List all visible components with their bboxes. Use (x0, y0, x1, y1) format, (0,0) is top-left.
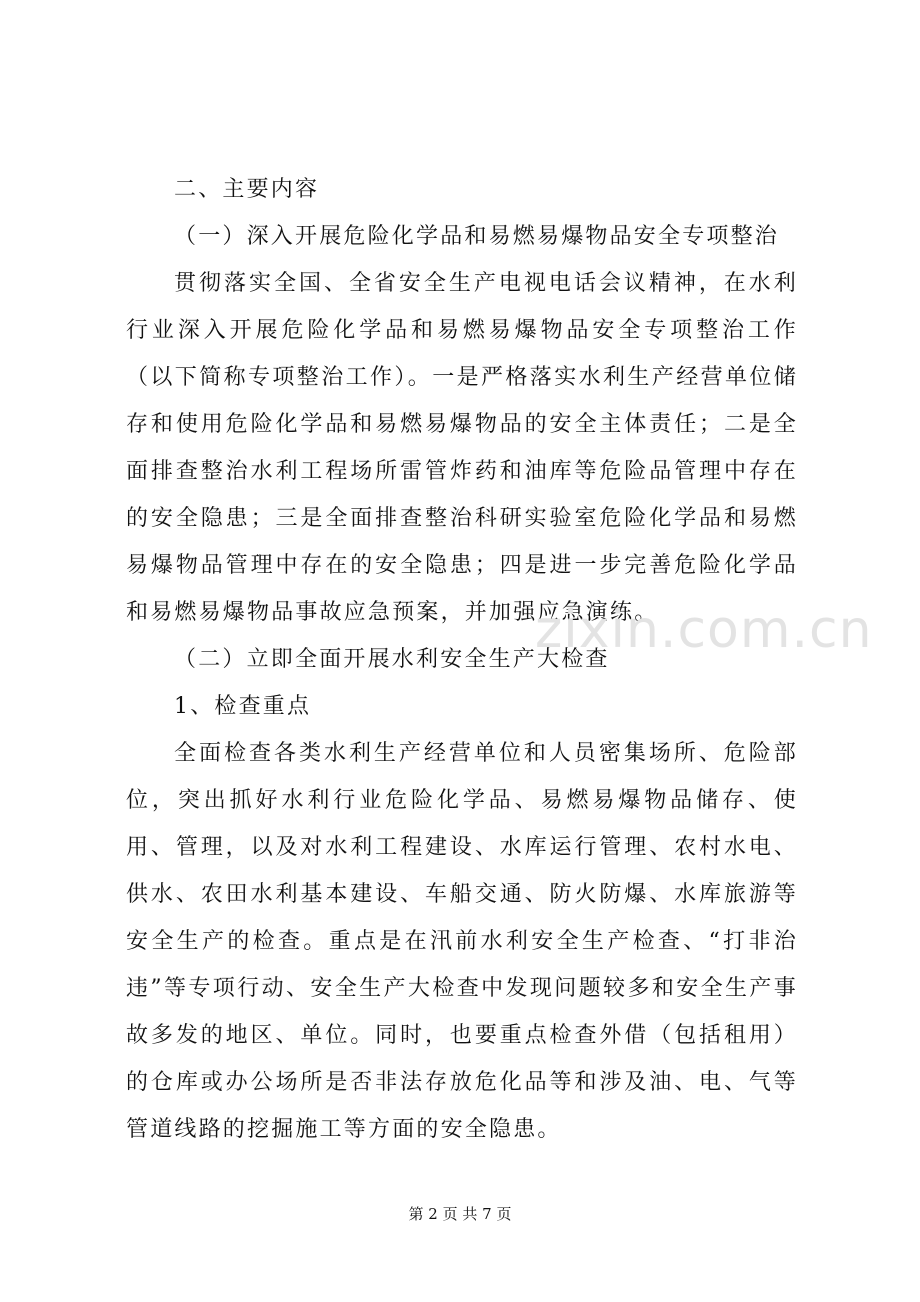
page-footer: 第 2 页 共 7 页 (408, 1205, 512, 1223)
subsection-heading-2: （二）立即全面开展水利安全生产大检查 (174, 647, 610, 672)
paragraph-inspection-focus: 全面检查各类水利生产经营单位和人员密集场所、危险部位，突出抓好水利行业危险化学品、易燃易爆物品储存、使用、管理，以及对水利工程建设、水库运行管理、农村水电、供水、农田水利基本建设、车船交通、防火防爆、水库旅游等安全生产的检查。重点是在汛前水利安全生产检查、“打非治违”等专项行动、安全生产大检查中发现问题较多和安全生产事故多发的地区、单位。同时，也要重点检查外借（包括租用）的仓库或办公场所是否非法存放危化品等和涉及油、电、气等管道线路的挖掘施工等方面的安全隐患。 (126, 741, 798, 1142)
watermark: zixin.com.cn (535, 600, 873, 660)
section-heading: 二、主要内容 (174, 177, 320, 202)
item-heading-inspection-focus: 1、检查重点 (174, 694, 312, 719)
paragraph-special-rectification: 贯彻落实全国、全省安全生产电视电话会议精神，在水利行业深入开展危险化学品和易燃易爆物品安全专项整治工作（以下简称专项整治工作）。一是严格落实水利生产经营单位储存和使用危险化学品和易燃易爆物品的安全主体责任；二是全面排查整治水利工程场所雷管炸药和油库等危险品管理中存在的安全隐患；三是全面排查整治科研实验室危险化学品和易燃易爆物品管理中存在的安全隐患；四是进一步完善危险化学品和易燃易爆物品事故应急预案，并加强应急演练。 (126, 271, 798, 625)
subsection-heading-1: （一）深入开展危险化学品和易燃易爆物品安全专项整治 (174, 224, 780, 249)
